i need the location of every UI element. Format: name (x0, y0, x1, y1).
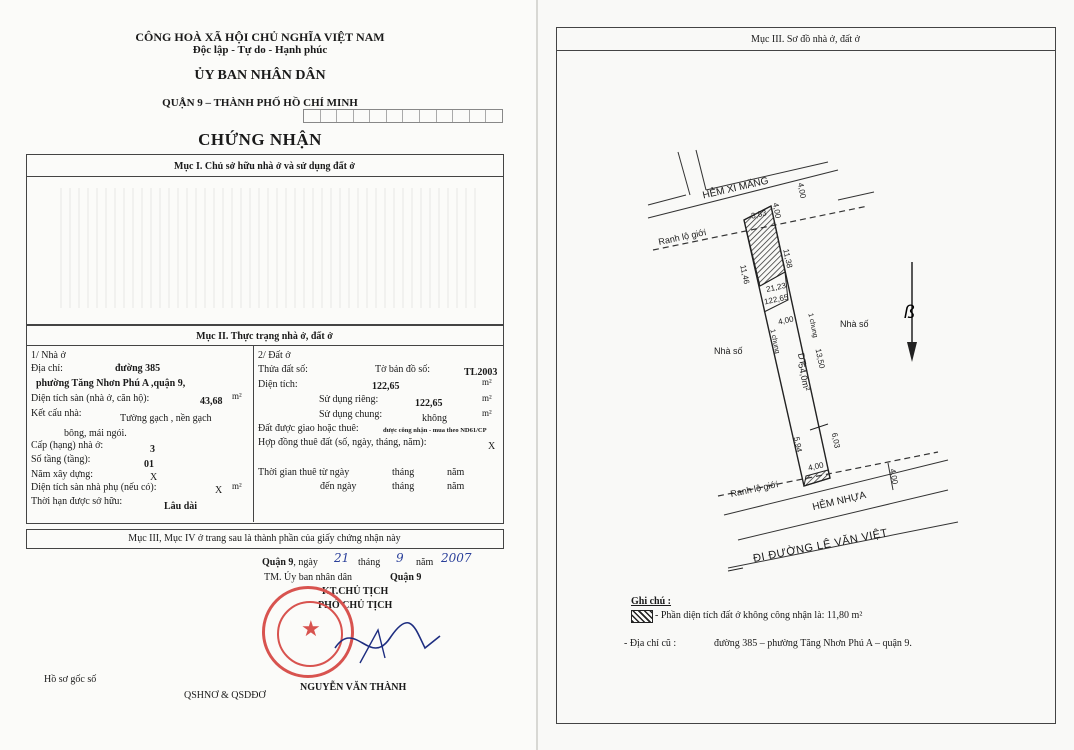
floors-label: Số tầng (tầng): (31, 454, 91, 465)
official-seal: ★ (262, 586, 354, 678)
hatch-legend-icon (631, 610, 653, 623)
floor-area-label: Diện tích sàn (nhà ở, căn hộ): (31, 393, 150, 404)
north-arrow-icon (904, 262, 917, 362)
land-area-unit: m² (482, 377, 492, 387)
signature-scribble (330, 608, 450, 678)
section-1-title: Mục I. Chủ sở hữu nhà ở và sử dụng đất ở (174, 161, 355, 172)
lease-from-label: Thời gian thuê từ ngày (258, 467, 350, 478)
house-heading: 1/ Nhà ở (31, 350, 66, 361)
structure-line-2: bông, mái ngói. (64, 428, 127, 439)
sign-year-label: năm (416, 557, 434, 568)
dim-house-area2: 122,65 (763, 292, 790, 307)
lease-contract-label: Hợp đồng thuê đất (số, ngày, tháng, năm): (258, 437, 427, 448)
grade-label: Cấp (hạng) nhà ở: (31, 440, 104, 451)
dim-bottom-road: 4,00 (888, 468, 900, 485)
map-sheet-value: TL2003 (464, 367, 498, 378)
section-3-title: Mục III. Sơ đồ nhà ở, đất ở (751, 34, 860, 45)
wall-label-right: 1 chung (806, 312, 819, 339)
lease-from-year: năm (447, 467, 465, 478)
grade-value: 3 (150, 444, 155, 455)
allocated-label: Đất được giao hoặc thuê: (258, 423, 359, 434)
lease-to-year: năm (447, 481, 465, 492)
republic-heading: CÔNG HOÀ XÃ HỘI CHỦ NGHĨA VIỆT NAM (135, 30, 385, 44)
owner-info-area (60, 188, 480, 308)
term-value: Lâu dài (164, 501, 198, 512)
svg-text:ß: ß (904, 302, 915, 322)
sign-org-place: Quận 9 (390, 572, 422, 583)
sign-month-label: tháng (358, 557, 381, 568)
dim-left-lower: 5,94 (791, 435, 804, 454)
common-use-unit: m² (482, 408, 492, 418)
label-alley-bottom: HẺM NHỰA (811, 489, 868, 514)
private-use-label: Sử dụng riêng: (319, 394, 379, 405)
label-boundary-bottom: Ranh lộ giới (729, 479, 779, 499)
dim-right-lower: 6,03 (829, 431, 842, 450)
structure-label: Kết cấu nhà: (31, 408, 82, 419)
certificate-right-page (538, 0, 1074, 750)
sign-org: TM. Ủy ban nhân dân (264, 572, 353, 583)
sign-role-2: PHÓ CHỦ TỊCH (318, 600, 393, 611)
sign-month-value: 9 (396, 551, 404, 565)
dim-right-upper: 11,38 (781, 248, 795, 269)
floors-value: 01 (144, 459, 154, 470)
map-sheet-label: Tờ bản đồ số: (375, 364, 431, 375)
address-line-2: phường Tăng Nhơn Phú A ,quận 9, (36, 378, 186, 389)
section-2-title: Mục II. Thực trạng nhà ở, đất ở (196, 331, 333, 342)
floor-area-unit: m² (232, 391, 242, 401)
dim-house-width: 4,00 (777, 314, 795, 327)
land-heading: 2/ Đất ở (258, 350, 291, 361)
notes-heading: Ghi chú : (631, 596, 672, 607)
term-label: Thời hạn được sở hữu: (31, 496, 123, 507)
neighbor-right: Nhà số (840, 319, 869, 329)
origin-value: QSHNƠ & QSDĐƠ (184, 690, 266, 701)
wall-label-left: 1 chung (768, 328, 781, 355)
year-built-label: Năm xây dựng: (31, 469, 94, 480)
year-built-value: X (150, 472, 158, 483)
land-area-value: 122,65 (372, 381, 400, 392)
aux-area-label: Diện tích sàn nhà phụ (nếu có): (31, 482, 157, 493)
sign-place: Quận 9 (262, 557, 294, 568)
area-value: 54,0m² (796, 362, 812, 392)
label-main-road: ĐI ĐƯỜNG LÊ VĂN VIỆT (752, 527, 889, 565)
private-use-value: 122,65 (415, 398, 443, 409)
serial-number-grid (303, 109, 503, 123)
lease-to-month: tháng (392, 481, 415, 492)
motto: Độc lập - Tự do - Hạnh phúc (192, 44, 328, 56)
committee-heading: ỦY BAN NHÂN DÂN (194, 68, 326, 83)
lease-to-label: đến ngày (320, 481, 357, 492)
dim-top-road-right: 4,00 (771, 202, 783, 219)
allocated-value: được công nhận - mua theo ND61/CP (383, 427, 487, 434)
sign-role-1: KT.CHỦ TỊCH (322, 586, 389, 597)
signer-name: NGUYỄN VĂN THÀNH (300, 682, 407, 693)
sign-year-value: 2007 (441, 551, 472, 565)
dim-top-width: 3,83 (750, 208, 768, 221)
origin-label: Hồ sơ gốc số (44, 674, 97, 685)
label-alley-top: HẺM XI MĂNG (701, 175, 770, 202)
note-1: - Phần diện tích đất ở không công nhận là: 11,80 m² (655, 610, 863, 621)
address-label: Địa chỉ: (31, 363, 63, 374)
dim-top-road: 4,00 (796, 182, 808, 199)
note-2-label: - Địa chỉ cũ : (624, 638, 677, 649)
aux-area-value: X (215, 485, 223, 496)
common-use-value: không (422, 413, 447, 424)
note-2-value: đường 385 – phường Tăng Nhơn Phú A – quận 9. (714, 638, 912, 649)
lease-contract-value: X (488, 441, 496, 452)
area-label: DT (795, 352, 809, 366)
dim-left-upper: 11,46 (738, 264, 752, 285)
sign-day-label: ngày (298, 557, 318, 568)
parcel-label: Thửa đất số: (258, 364, 308, 375)
neighbor-left: Nhà số (714, 346, 743, 356)
address-line-1: đường 385 (115, 363, 161, 374)
lease-from-month: tháng (392, 467, 415, 478)
land-area-label: Diện tích: (258, 379, 298, 390)
dim-right-mid: 13,50 (813, 347, 827, 370)
certificate-left-page: CÔNG HOÀ XÃ HỘI CHỦ NGHĨA VIỆT NAM Độc lập - Tự do - Hạnh phúc ỦY BAN NHÂN DÂN QUẬN 9 – THÀNH PHỐ HỒ CHÍ MINH CHỨNG NHẬN Mục I. Chủ sở hữu nhà ở và sử dụng đất ở Mục II. Thực trạng nhà ở, đất ở 1/ Nhà ở Địa chỉ: đường 385 phường Tăng Nhơn Phú A ,quận 9, Diện tích sàn (nhà ở, căn hộ): 43,68 m² Kết cấu nhà: Tường gạch , nền gạch bông, mái ngói. Cấp (hạng) nhà ở: 3 Số tầng (tầng): 01 Năm xây dựng: X Diện tích sàn nhà phụ (nếu có): X m² Thời hạn được sở hữu: Lâu dài 2/ Đất ở Thửa đất số: Tờ bản đồ số: TL2003 Diện tích: 122,65 m² Sử dụng riêng: 122,65 m² Sử dụng chung: không m² Đất được giao hoặc thuê: được công nhận - mua theo ND61/CP Hợp đồng thuê đất (số, ngày, tháng, năm): X Thời gian thuê từ ngày tháng năm đến ngày tháng năm Mục III, Mục IV ở trang sau là thành phần của giấy chứng nhận này Quận 9, ngày 21 tháng 9 năm 2007 TM. Ủy ban nhân dân Quận 9 KT.CHỦ TỊCH PHÓ CHỦ TỊCH ★ NGUYỄN VĂN THÀNH Hồ sơ gốc số QSHNƠ & QSDĐƠ (0, 0, 536, 750)
floor-area-value: 43,68 (200, 396, 223, 407)
dim-bottom-width: 4,00 (807, 460, 825, 473)
dim-house-area1: 21,23 (765, 281, 787, 294)
footnote-text: Mục III, Mục IV ở trang sau là thành phần của giấy chứng nhận này (128, 533, 401, 544)
aux-area-unit: m² (232, 481, 242, 491)
structure-line-1: Tường gạch , nền gạch (120, 413, 212, 424)
sign-day-value: 21 (334, 551, 350, 565)
private-use-unit: m² (482, 393, 492, 403)
district-heading: QUẬN 9 – THÀNH PHỐ HỒ CHÍ MINH (162, 97, 358, 109)
document-title: CHỨNG NHẬN (198, 130, 322, 149)
common-use-label: Sử dụng chung: (319, 409, 383, 420)
label-boundary-top: Ranh lộ giới (657, 227, 707, 247)
